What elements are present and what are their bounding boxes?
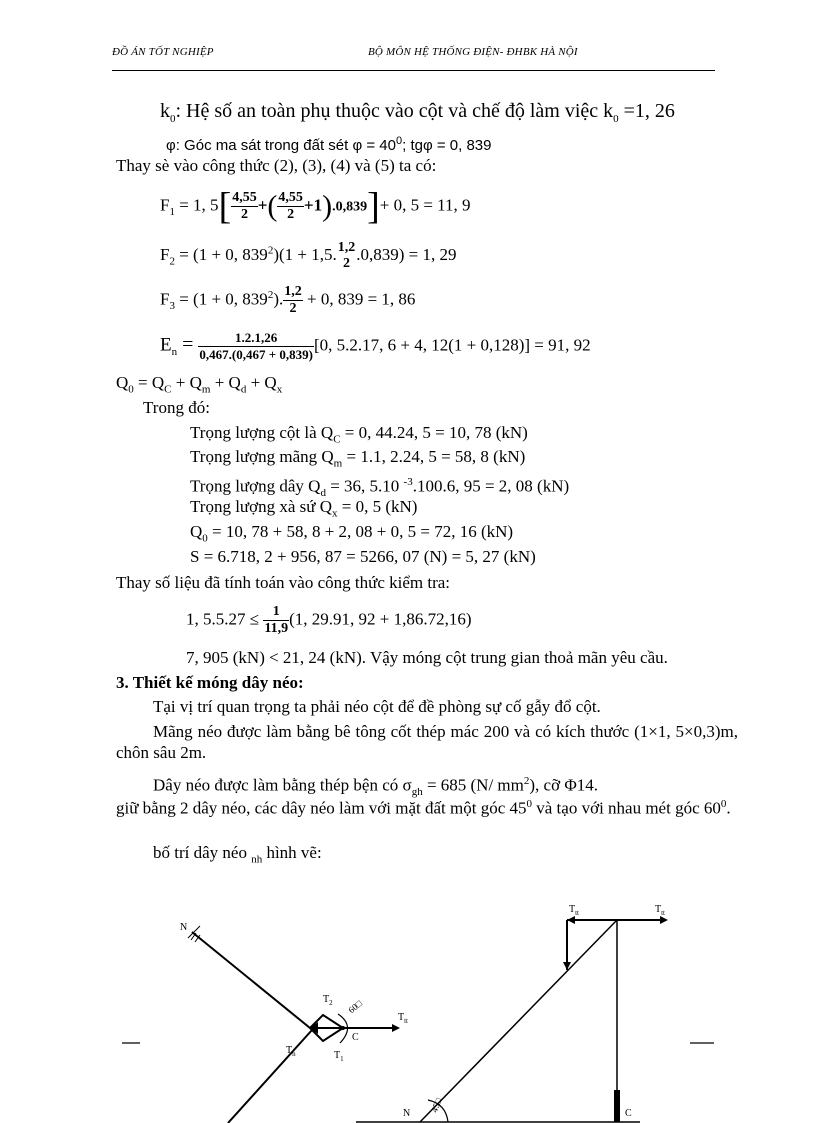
force-s: S = 6.718, 2 + 956, 87 = 5266, 07 (N) = 5, 27 (kN) bbox=[190, 547, 536, 566]
force-tt-right-arrowhead bbox=[660, 916, 668, 924]
guy-wire-lower bbox=[228, 1030, 312, 1123]
check-fraction: $\frac{1}{11,9}$ bbox=[264, 604, 289, 636]
label-tt-right-1: $T_{tt}$ bbox=[569, 904, 579, 917]
guy-wire-diagrams bbox=[0, 880, 816, 1123]
pole-base bbox=[614, 1090, 620, 1122]
label-tn: $T_n$ bbox=[286, 1045, 296, 1058]
header-left: ĐỒ ÁN TỐT NGHIỆP bbox=[112, 46, 214, 58]
label-n-right: N bbox=[403, 1108, 411, 1119]
label-c-left: C bbox=[352, 1032, 359, 1043]
paragraph-3: Dây néo được làm bằng thép bện có $\sigma_{gh} = 685$ (N/ $mm^2$), cỡ Φ14. bbox=[153, 775, 599, 799]
f3-fraction: $\frac{1,2}{2}$ bbox=[284, 284, 302, 316]
paragraph-5: bố trí dây néo $_{nh}$ hình vẽ: bbox=[153, 843, 322, 866]
force-tt-arrowhead bbox=[392, 1024, 400, 1032]
paragraph-1: Tại vị trí quan trọng ta phải néo cột để đề phòng sự cố gẫy đổ cột. bbox=[153, 697, 601, 716]
section-title: 3. Thiết kế móng dây néo: bbox=[116, 673, 304, 692]
formula-q0: $Q_0 = Q_C + Q_m + Q_d + Q_x$ bbox=[116, 373, 283, 396]
label-angle-60: 60□ bbox=[346, 998, 364, 1016]
f1-fraction-1: $\frac{4,55}{2}$ bbox=[232, 190, 257, 222]
weight-wire: Trọng lượng dây $Q_d = 36$, 5.10 $^{-3}$.100.6, 95 = 2, 08 (kN) bbox=[190, 476, 570, 500]
label-angle-45: 45□ bbox=[429, 1096, 444, 1114]
paragraph-2: Mãng néo được làm bằng bê tông cốt thép mác 200 và có kích thước (1×1, 5×0,3)m, chôn sâu 2m. bbox=[116, 722, 738, 762]
label-t2: $T_2$ bbox=[323, 994, 333, 1007]
weight-foundation: Trọng lượng mãng $Q_m = 1.1$, 2.24, 5 = 58, 8 (kN) bbox=[190, 447, 526, 470]
intro-text: Thay sè vào công thức (2), (3), (4) và (5) ta có: bbox=[116, 156, 437, 175]
f1-fraction-2: $\frac{4,55}{2}$ bbox=[278, 190, 303, 222]
weight-pole: Trọng lượng cột là $Q_C = 0$, 44.24, 5 = 10, 78 (kN) bbox=[190, 423, 528, 446]
header-rule bbox=[112, 70, 715, 71]
check-formula: 1, 5.5.27 ≤ $\frac{1}{11,9}$ (1, 29.91, 92 + 1,86.72,16) bbox=[186, 604, 472, 636]
label-tt-right-2: $T_{tt}$ bbox=[655, 904, 665, 917]
label-n-left: N bbox=[180, 922, 188, 933]
header-right: BỘ MÔN HỆ THỐNG ĐIỆN- ĐHBK HÀ NỘI bbox=[368, 46, 578, 58]
guy-wire-diagonal bbox=[420, 920, 617, 1122]
point-c bbox=[341, 1026, 345, 1030]
en-fraction: $\frac{1.2.1,26}{0,467.(0,467 + 0,839)}$ bbox=[199, 330, 313, 362]
weight-crossarm: Trọng lượng xà sứ $Q_x = 0$, 5 (kN) bbox=[190, 497, 418, 520]
phi-definition: φ: Góc ma sát trong đất sét $\varphi = 40^0$; tgφ = 0, 839 bbox=[166, 135, 492, 154]
guy-wire-upper bbox=[192, 932, 310, 1028]
f2-fraction: 1,2 2 bbox=[337, 240, 356, 271]
result-text: 7, 905 (kN) < 21, 24 (kN). Vậy móng cột trung gian thoả mãn yêu cầu. bbox=[186, 648, 668, 667]
formula-f2: $F_2 = (1 + 0$, $839^2)(1 + 1,5$. 1,2 2 .0,839) = 1, 29 bbox=[160, 240, 457, 271]
formula-en: $E_n$ = $\frac{1.2.1,26}{0,467.(0,467 + 0,839)}$ [0, 5.2.17, 6 + 4, 12(1 + 0,128)] = 91, 92 bbox=[160, 330, 591, 362]
label-c-right: C bbox=[625, 1108, 632, 1119]
formula-f1: $F_1 = 1$, 5[ $\frac{4,55}{2}$ +( $\frac{4,55}{2}$ +1).0,839]+ 0, 5 = 11, 9 bbox=[160, 185, 471, 228]
label-t1: $T_1$ bbox=[334, 1050, 344, 1063]
k0-definition: $k_0$: Hệ số an toàn phụ thuộc vào cột và chế độ làm việc $k_0 =1$, 26 bbox=[160, 100, 675, 125]
formula-f3: $F_3 = (1 + 0$, $839^2$). $\frac{1,2}{2}$ + 0, 839 = 1, 86 bbox=[160, 284, 416, 316]
trong-do-label: Trong đó: bbox=[143, 398, 210, 417]
paragraph-4: giữ bằng 2 dây néo, các dây néo làm với mặt đất một góc $45^0$ và tạo với nhau mét góc $60^0$. bbox=[116, 798, 731, 818]
label-tt-left: $T_{tt}$ bbox=[398, 1012, 408, 1025]
weight-total: $Q_0 = 10$, 78 + 58, 8 + 2, 08 + 0, 5 = 72, 16 (kN) bbox=[190, 522, 514, 545]
force-tt-left-arrowhead bbox=[567, 916, 575, 924]
check-intro: Thay số liệu đã tính toán vào công thức kiểm tra: bbox=[116, 573, 451, 592]
left-diagram bbox=[180, 922, 411, 1123]
